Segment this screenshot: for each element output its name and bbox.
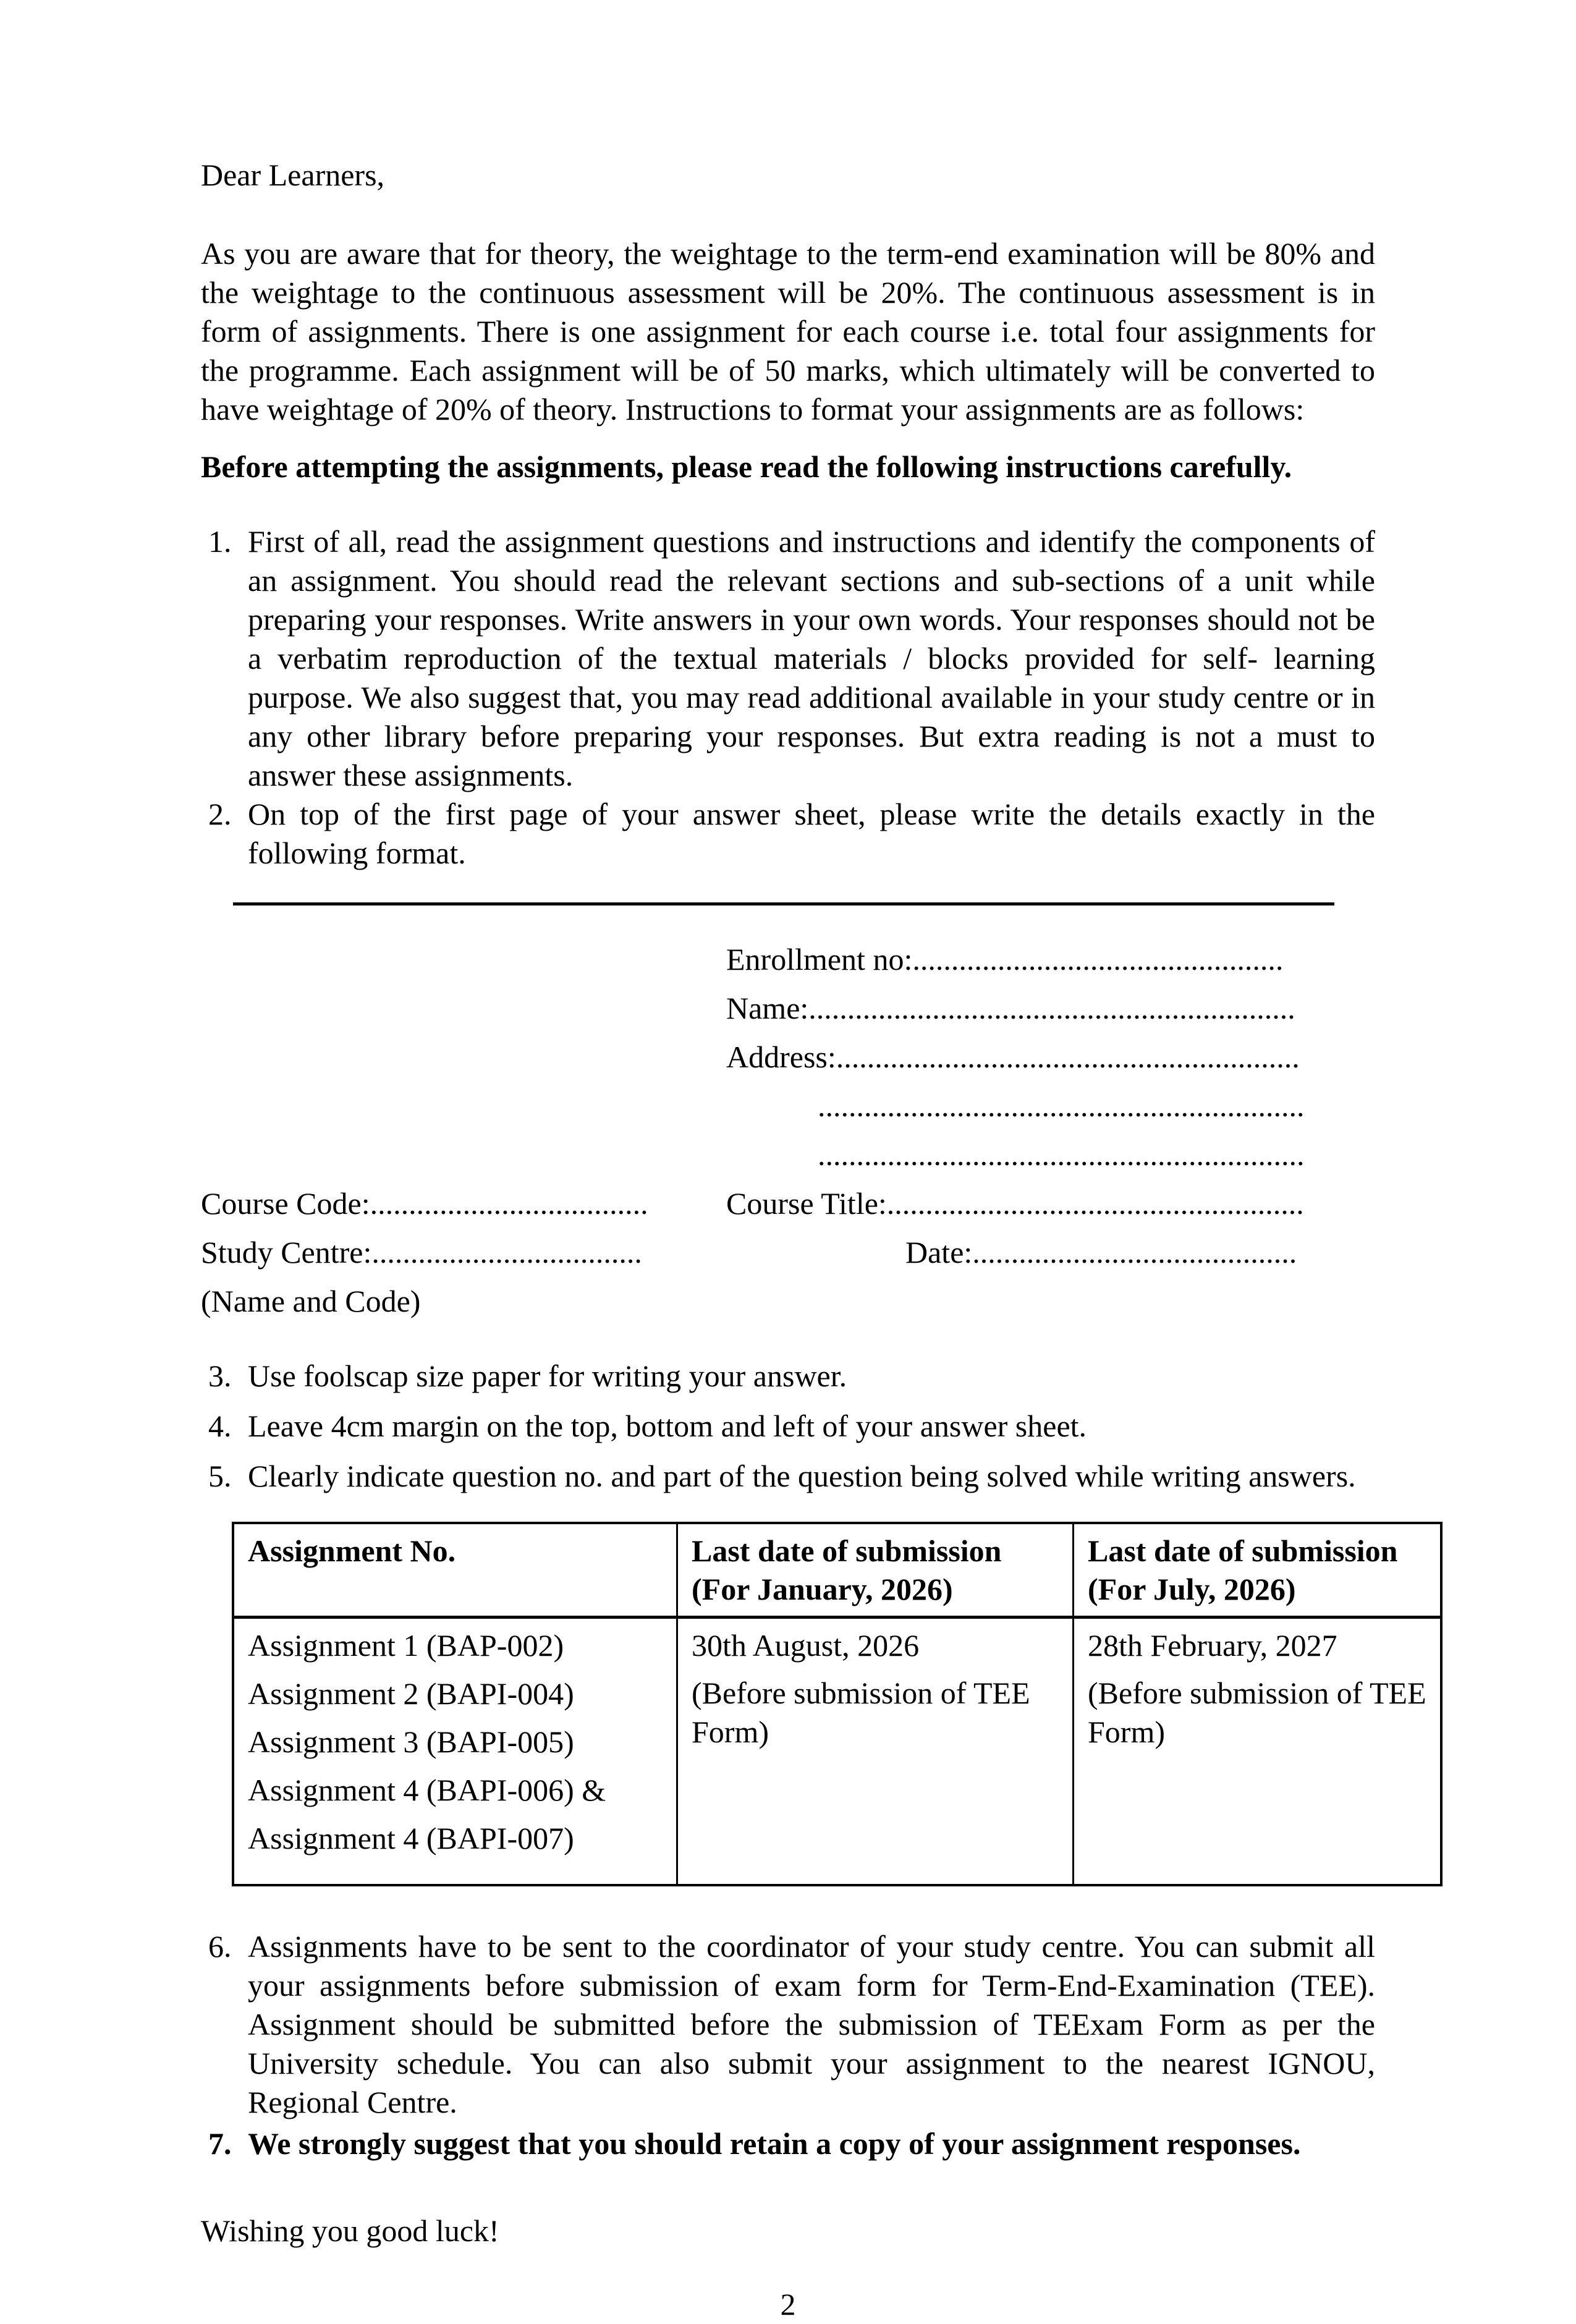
assignments-cell	[233, 1618, 677, 1886]
header-july-submission	[1074, 1523, 1442, 1618]
header-subtitle: (For January, 2026)	[692, 1572, 953, 1606]
list-item-number: 1.	[208, 524, 232, 559]
assignment-entry: Assignment 2 (BAPI-004)	[248, 1676, 574, 1711]
list-item-text: Clearly indicate question no. and part of the question being solved while writing answers.	[248, 1459, 1356, 1493]
intro-paragraph: As you are aware that for theory, the weightage to the term-end examination will be 80% and the weightage to the continuous assessment will be 20%. The continuous assessment is in form of assignments. There is one assignment for each course i.e. total four assignments for the programme. Each assignment will be of 50 marks, which ultimately will be converted to have weightage of 20% of theory. Instructions to format your assignments are as follows:	[201, 236, 1375, 426]
instructions-heading: Before attempting the assignments, please read the following instructions carefully.	[201, 449, 1292, 484]
instruction-list-3-5	[201, 1357, 1375, 1496]
list-item-number: 7.	[208, 2126, 232, 2161]
answer-sheet-format-block	[201, 935, 1375, 1326]
name-and-code-label: (Name and Code)	[201, 1284, 421, 1318]
list-item-number: 4.	[208, 1409, 232, 1443]
header-title: Last date of submission	[692, 1533, 1002, 1568]
address-field: Address:............................................................	[726, 1040, 1300, 1074]
assignment-entry: Assignment 1 (BAP-002)	[248, 1628, 564, 1663]
enrollment-field: Enrollment no:................................................	[726, 942, 1284, 977]
list-item-7	[201, 2124, 1375, 2163]
list-item-4	[201, 1407, 1375, 1446]
instruction-list-6-7	[201, 1927, 1375, 2163]
header-assignment-no	[233, 1523, 677, 1618]
list-item-number: 3.	[208, 1359, 232, 1393]
page-number: 2	[780, 2287, 796, 2322]
closing-line: Wishing you good luck!	[201, 2213, 499, 2248]
submission-date: 28th February, 2027	[1088, 1628, 1337, 1663]
list-item-number: 5.	[208, 1459, 232, 1493]
list-item-text: We strongly suggest that you should retain a copy of your assignment responses.	[248, 2126, 1301, 2161]
submission-dates-table	[232, 1522, 1443, 1886]
list-item-text: Use foolscap size paper for writing your answer.	[248, 1359, 847, 1393]
course-row	[201, 1179, 1375, 1228]
assignment-entry: Assignment 4 (BAPI-006) &	[248, 1773, 606, 1807]
list-item-text: Assignments have to be sent to the coordinator of your study centre. You can submit all your assignments before submission of exam form for Term-End-Examination (TEE). Assignment should be submitted before the submission of TEExam Form as per the University schedule. You can also submit your assignment to the nearest IGNOU, Regional Centre.	[248, 1929, 1375, 2119]
course-code-field: Course Code:....................................	[201, 1186, 648, 1221]
assignment-entry: Assignment 4 (BAPI-007)	[248, 1821, 574, 1855]
list-item-text: First of all, read the assignment questions and instructions and identify the components of an assignment. You should read the relevant sections and sub-sections of a unit while preparing your responses. Write answers in your own words. Your responses should not be a verbatim reproduction of the textual materials / blocks provided for self- learning purpose. We also suggest that, you may read additional available in your study centre or in any other library before preparing your responses. But extra reading is not a must to answer these assignments.	[248, 524, 1375, 792]
form-right-column	[726, 935, 1375, 1179]
header-title: Last date of submission	[1088, 1533, 1398, 1568]
table-header-row	[233, 1523, 1441, 1618]
list-item-2	[201, 795, 1375, 873]
course-title-field: Course Title:......................................................	[726, 1186, 1304, 1221]
header-subtitle: (For July, 2026)	[1088, 1572, 1296, 1606]
list-item-6	[201, 1927, 1375, 2122]
list-item-text: On top of the first page of your answer sheet, please write the details exactly in the following format.	[248, 797, 1375, 870]
centre-date-row	[201, 1228, 1375, 1277]
table-body-row	[233, 1618, 1441, 1886]
study-centre-field: Study Centre:...................................	[201, 1235, 642, 1270]
january-submission-cell	[677, 1618, 1074, 1886]
instruction-list-1-2	[201, 522, 1375, 873]
address-field-line2: ...............................................................	[818, 1088, 1305, 1123]
date-field: Date:..........................................	[905, 1235, 1297, 1270]
header-january-submission	[677, 1523, 1074, 1618]
separator-line	[233, 902, 1334, 905]
list-item-text: Leave 4cm margin on the top, bottom and left of your answer sheet.	[248, 1409, 1087, 1443]
submission-note: (Before submission of TEE Form)	[1088, 1676, 1426, 1749]
salutation: Dear Learners,	[201, 158, 385, 192]
submission-note: (Before submission of TEE Form)	[692, 1676, 1030, 1749]
list-item-number: 2.	[208, 797, 232, 831]
list-item-number: 6.	[208, 1929, 232, 1964]
list-item-3	[201, 1357, 1375, 1396]
list-item-1	[201, 522, 1375, 795]
july-submission-cell	[1074, 1618, 1442, 1886]
header-title: Assignment No.	[248, 1533, 456, 1568]
name-field: Name:...............................................................	[726, 991, 1295, 1025]
submission-date: 30th August, 2026	[692, 1628, 920, 1663]
assignment-entry: Assignment 3 (BAPI-005)	[248, 1724, 574, 1759]
address-field-line3: ...............................................................	[818, 1137, 1305, 1172]
list-item-5	[201, 1457, 1375, 1496]
